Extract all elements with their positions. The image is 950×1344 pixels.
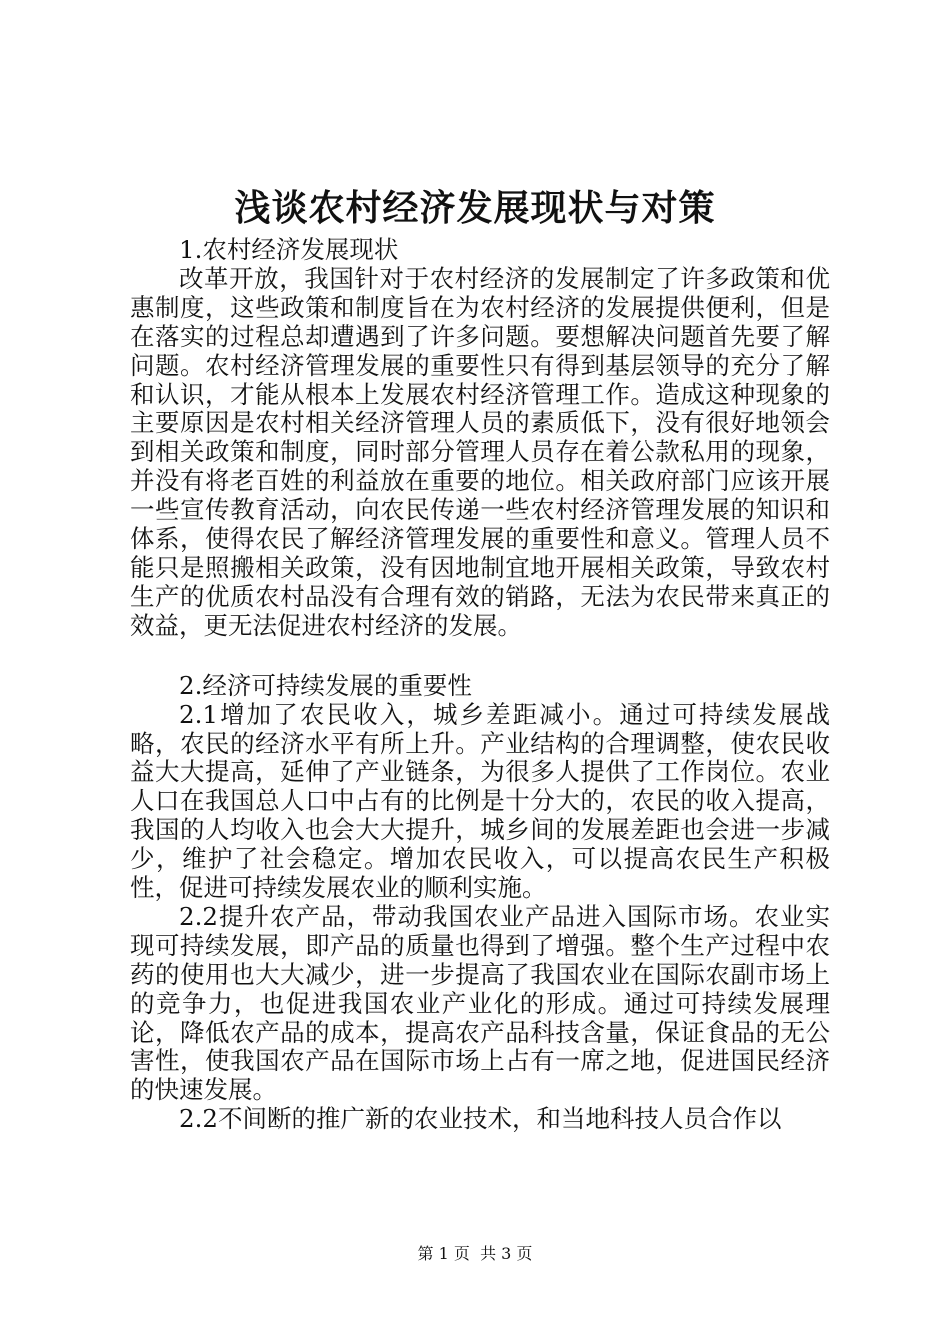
paragraph-2-2: 2.2提升农产品，带动我国农业产品进入国际市场。农业实现可持续发展，即产品的质量也得到了增强。整个生产过程中农药的使用也大大减少，进一步提高了我国农业在国际农副市场上的竞争力，也促进我国农业产业化的形成。通过可持续发展理论，降低农产品的成本，提高农产品科技含量，保证食品的无公害性，使我国农产品在国际市场上占有一席之地，促进国民经济的快速发展。 <box>130 901 830 1105</box>
section-heading-1: 1.农村经济发展现状 <box>179 235 399 264</box>
section-heading-2: 2.经济可持续发展的重要性 <box>179 670 472 700</box>
document-title: 浅谈农村经济发展现状与对策 <box>234 187 716 229</box>
paragraph-2-2b: 2.2不间断的推广新的农业技术，和当地科技人员合作以 <box>179 1104 782 1134</box>
paragraph-2-1: 2.1增加了农民收入，城乡差距减小。通过可持续发展战略，农民的经济水平有所上升。产业结构的合理调整，使农民收益大大提高，延伸了产业链条，为很多人提供了工作岗位。农业人口在我国总人口中占有的比例是十分大的，农民的收入提高，我国的人均收入也会大大提升，城乡间的发展差距也会进一步减少，维护了社会稳定。增加农民收入，可以提高农民生产积极性，促进可持续发展农业的顺利实施。 <box>130 699 830 903</box>
document-body <box>130 236 830 1134</box>
paragraph-1: 改革开放，我国针对于农村经济的发展制定了许多政策和优惠制度，这些政策和制度旨在为农村经济的发展提供便利，但是在落实的过程总却遭遇到了许多问题。要想解决问题首先要了解问题。农村经济管理发展的重要性只有得到基层领导的充分了解和认识，才能从根本上发展农村经济管理工作。造成这种现象的主要原因是农村相关经济管理人员的素质低下，没有很好地领会到相关政策和制度，同时部分管理人员存在着公款私用的现象，并没有将老百姓的利益放在重要的地位。相关政府部门应该开展一些宣传教育活动，向农民传递一些农村经济管理发展的知识和体系，使得农民了解经济管理发展的重要性和意义。管理人员不能只是照搬相关政策，没有因地制宜地开展相关政策，导致农村生产的优质农村品没有合理有效的销路，无法为农民带来真正的效益，更无法促进农村经济的发展。 <box>130 263 830 640</box>
page-number-label: 第 1 页 共 3 页 <box>417 1244 533 1263</box>
page-footer <box>0 1244 950 1264</box>
paragraph-gap <box>130 641 830 672</box>
